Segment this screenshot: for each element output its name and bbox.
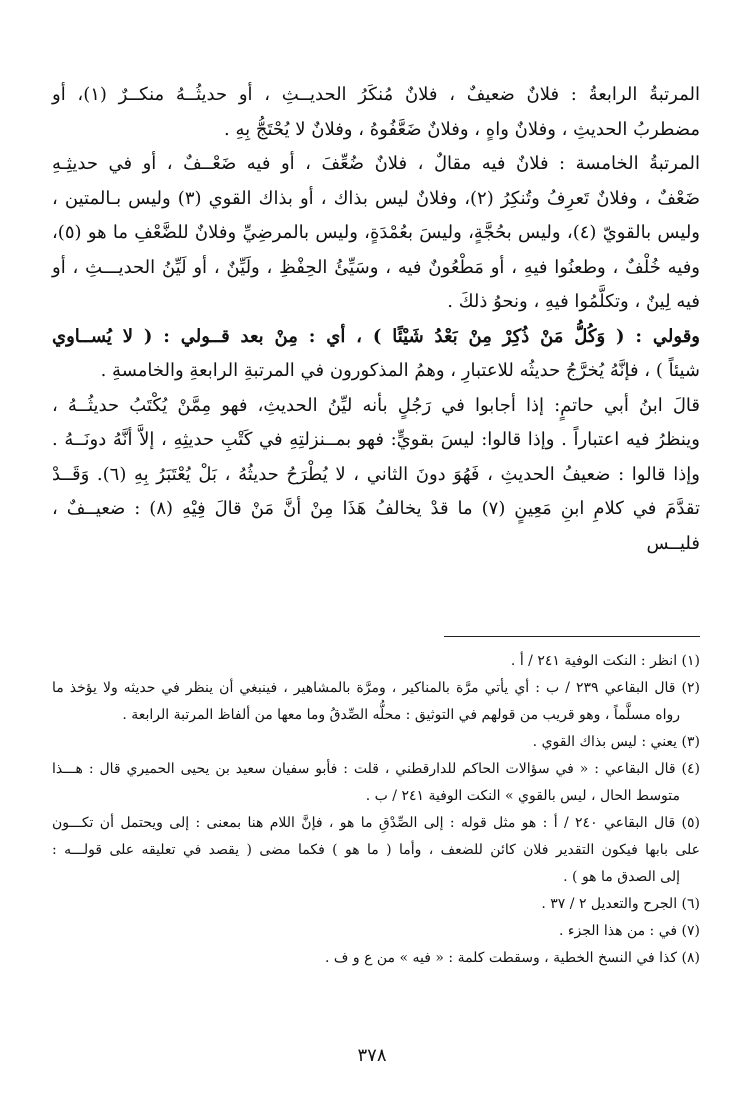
text-line: شيئاً ) ، فإنَّهُ يُخرَّجُ حديثُه للاعتبارِ ، وهمُ المذكورون في المرتبةِ الرابعةِ والخامسةِ . <box>100 360 700 381</box>
footnote-3 <box>52 729 700 756</box>
footnote-line: (١) انظر : النكت الوفية ٢٤١ / أ . <box>510 653 700 669</box>
paragraph-rank-five <box>52 147 700 320</box>
paragraph-ibn-abi-hatim <box>52 389 700 562</box>
text-line: مضطربُ الحديثِ ، وفلانٌ واهٍ ، وفلانٌ ضَعَّفُوهُ ، وفلانٌ لا يُحْتَجُّ بِهِ . <box>224 118 700 140</box>
page-number: ٣٧٨ <box>357 1045 387 1066</box>
text-line: المرتبةُ الخامسة : فلانٌ فيه مقالٌ ، فلانٌ ضُعِّفَ ، أو فيه ضَعْــفٌ ، أو في حديثِـهِ <box>52 153 700 174</box>
text-line: وقولي : ( وَكُلُّ مَنْ ذُكِرْ مِنْ بَعْدُ شَيْئًا ) ، أي : مِنْ بعد قــولي : ( لا يُســاوي <box>52 325 700 347</box>
footnote-line: متوسط الحال ، ليس بالقوي » النكت الوفية ٢٤١ / ب . <box>365 788 680 804</box>
footnote-line: إلى الصدق ما هو ) . <box>563 869 680 885</box>
text-line: فيه لِينٌ ، وتكلَّمُوا فيهِ ، ونحوُ ذلكَ . <box>447 291 700 312</box>
footnote-line: (٣) يعني : ليس بذاك القوي . <box>532 734 700 750</box>
footnote-line: (٨) كذا في النسخ الخطية ، وسقطت كلمة : « فيه » من ع و ف . <box>325 950 700 966</box>
text-line: المرتبةُ الرابعةُ : فلانٌ ضعيفٌ ، فلانٌ مُنكَرُ الحديــثِ ، أو حديثُــهُ منكــرٌ (١)، أو <box>52 84 700 105</box>
footnote-8 <box>52 945 700 972</box>
footnote-4 <box>52 756 700 810</box>
footnote-line: (٤) قال البقاعي : « في سؤالات الحاكم للدارقطني ، قلت : فأبو سفيان سعيد بن يحيى الحميري قال : هـــذا <box>52 761 700 777</box>
footnote-1 <box>52 648 700 675</box>
footnotes <box>52 648 700 972</box>
text-line: تقدَّمَ في كلامِ ابنِ مَعِينٍ (٧) ما قدْ يخالفُ هَذَا مِنْ أنَّ مَنْ قالَ فِيْهِ (٨) : ضعيــفٌ ، فليــس <box>52 498 701 554</box>
text-line: وينظرُ فيه اعتباراً . وإذا قالوا: ليسَ بقويٍّ: فهو بمــنزلتِهِ في كَتْبِ حديثِهِ ، إلاَّ أنَّهُ دونَــهُ . <box>52 429 700 450</box>
footnote-line: (٦) الجرح والتعديل ٢ / ٣٧ . <box>541 896 700 912</box>
text-line: ضَعْفٌ ، وفلانٌ تَعرِفُ وتُنكِرُ (٢)، وفلانٌ ليس بذاك ، أو بذاك القوي (٣) وليس بـالمتين ، <box>52 187 700 209</box>
footnote-5 <box>52 810 700 891</box>
paragraph-rank-four <box>52 78 700 147</box>
footnote-line: على بابها فيكون التقدير فلان كائن للضعف ، وأما ( ما هو ) فكما مضى ( يقصد في تعليقه على قولـــه : <box>52 842 700 858</box>
paragraph-my-saying <box>52 320 700 389</box>
text-line: وليس بالقويّ (٤)، وليس بحُجَّةٍ، وليسَ بعُمْدَةٍ، وليس بالمرضِيِّ وفلانٌ للضَّعْفِ ما هو (٥)، <box>52 222 700 243</box>
footnote-line: (٧) في : من هذا الجزء . <box>559 923 700 939</box>
footnote-2 <box>52 675 700 729</box>
text-line: وفيه خُلْفٌ ، وطعنُوا فيهِ ، أو مَطْعُونٌ فيه ، وسَيِّئُ الحِفْظِ ، ولَيِّنٌ ، أو لَيِّنُ الحديـــثِ ، أو <box>52 256 700 278</box>
text-line: قالَ ابنُ أبي حاتمٍ: إذا أجابوا في رَجُلٍ بأنه ليِّنُ الحديثِ، فهو مِمَّنْ يُكْتَبُ حديثُــهُ ، <box>52 394 700 416</box>
footnote-line: رواه مسلَّماً ، وهو قريب من قولهم في التوثيق : محلُّه الصِّدقُ وما معها من ألفاظ المرتبة الرابعة . <box>122 707 680 723</box>
main-text <box>52 78 700 561</box>
footnote-7 <box>52 918 700 945</box>
footnote-6 <box>52 891 700 918</box>
footnote-line: (٥) قال البقاعي ٢٤٠ / أ : هو مثل قوله : إلى الصِّدْقِ ما هو ، فإنَّ اللام هنا بمعنى : إلى ويحتمل أن تكـــون <box>52 815 700 831</box>
footnote-divider <box>444 636 700 637</box>
footnote-line: (٢) قال البقاعي ٢٣٩ / ب : أي يأتي مرَّة بالمناكير ، ومرَّة بالمشاهير ، فينبغي أن ينظر في حديثه ولا يؤخذ ما <box>52 680 700 696</box>
text-line: وإذا قالوا : ضعيفُ الحديثِ ، فَهُوَ دونَ الثاني ، لا يُطْرَحُ حديثُهُ ، بَلْ يُعْتَبَرُ بِهِ (٦). وَقَــدْ <box>52 463 700 485</box>
